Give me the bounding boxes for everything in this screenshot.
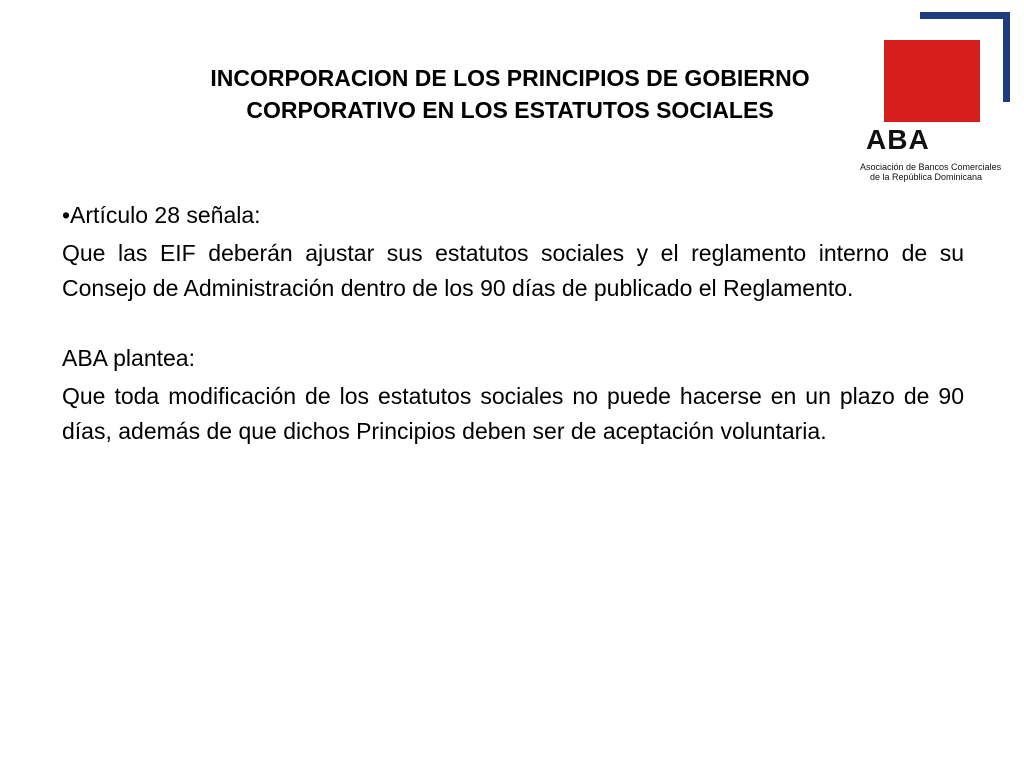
logo-subtitle-line-1: Asociación de Bancos Comerciales bbox=[860, 162, 1002, 172]
article-heading: •Artículo 28 señala: bbox=[62, 202, 261, 228]
slide-title bbox=[120, 62, 900, 126]
spacer bbox=[62, 306, 964, 341]
title-line-1: INCORPORACION DE LOS PRINCIPIOS DE GOBIERNO bbox=[210, 65, 810, 91]
logo-subtitle bbox=[860, 162, 1016, 182]
aba-text: Que toda modificación de los estatutos sociales no puede hacerse en un plazo de 90 días, además de que dichos Principios deben ser de aceptación voluntaria. bbox=[62, 383, 964, 444]
title-line-2: CORPORATIVO EN LOS ESTATUTOS SOCIALES bbox=[246, 97, 774, 123]
aba-logo bbox=[858, 12, 1014, 190]
aba-heading: ABA plantea: bbox=[62, 345, 195, 371]
logo-abbreviation: ABA bbox=[866, 124, 930, 155]
slide-body bbox=[62, 198, 964, 449]
logo-red-square bbox=[884, 40, 980, 122]
article-text: Que las EIF deberán ajustar sus estatutos sociales y el reglamento interno de su Consejo de Administración dentro de los 90 días de publicado el Reglamento. bbox=[62, 240, 964, 301]
logo-subtitle-line-2: de la República Dominicana bbox=[870, 172, 983, 182]
